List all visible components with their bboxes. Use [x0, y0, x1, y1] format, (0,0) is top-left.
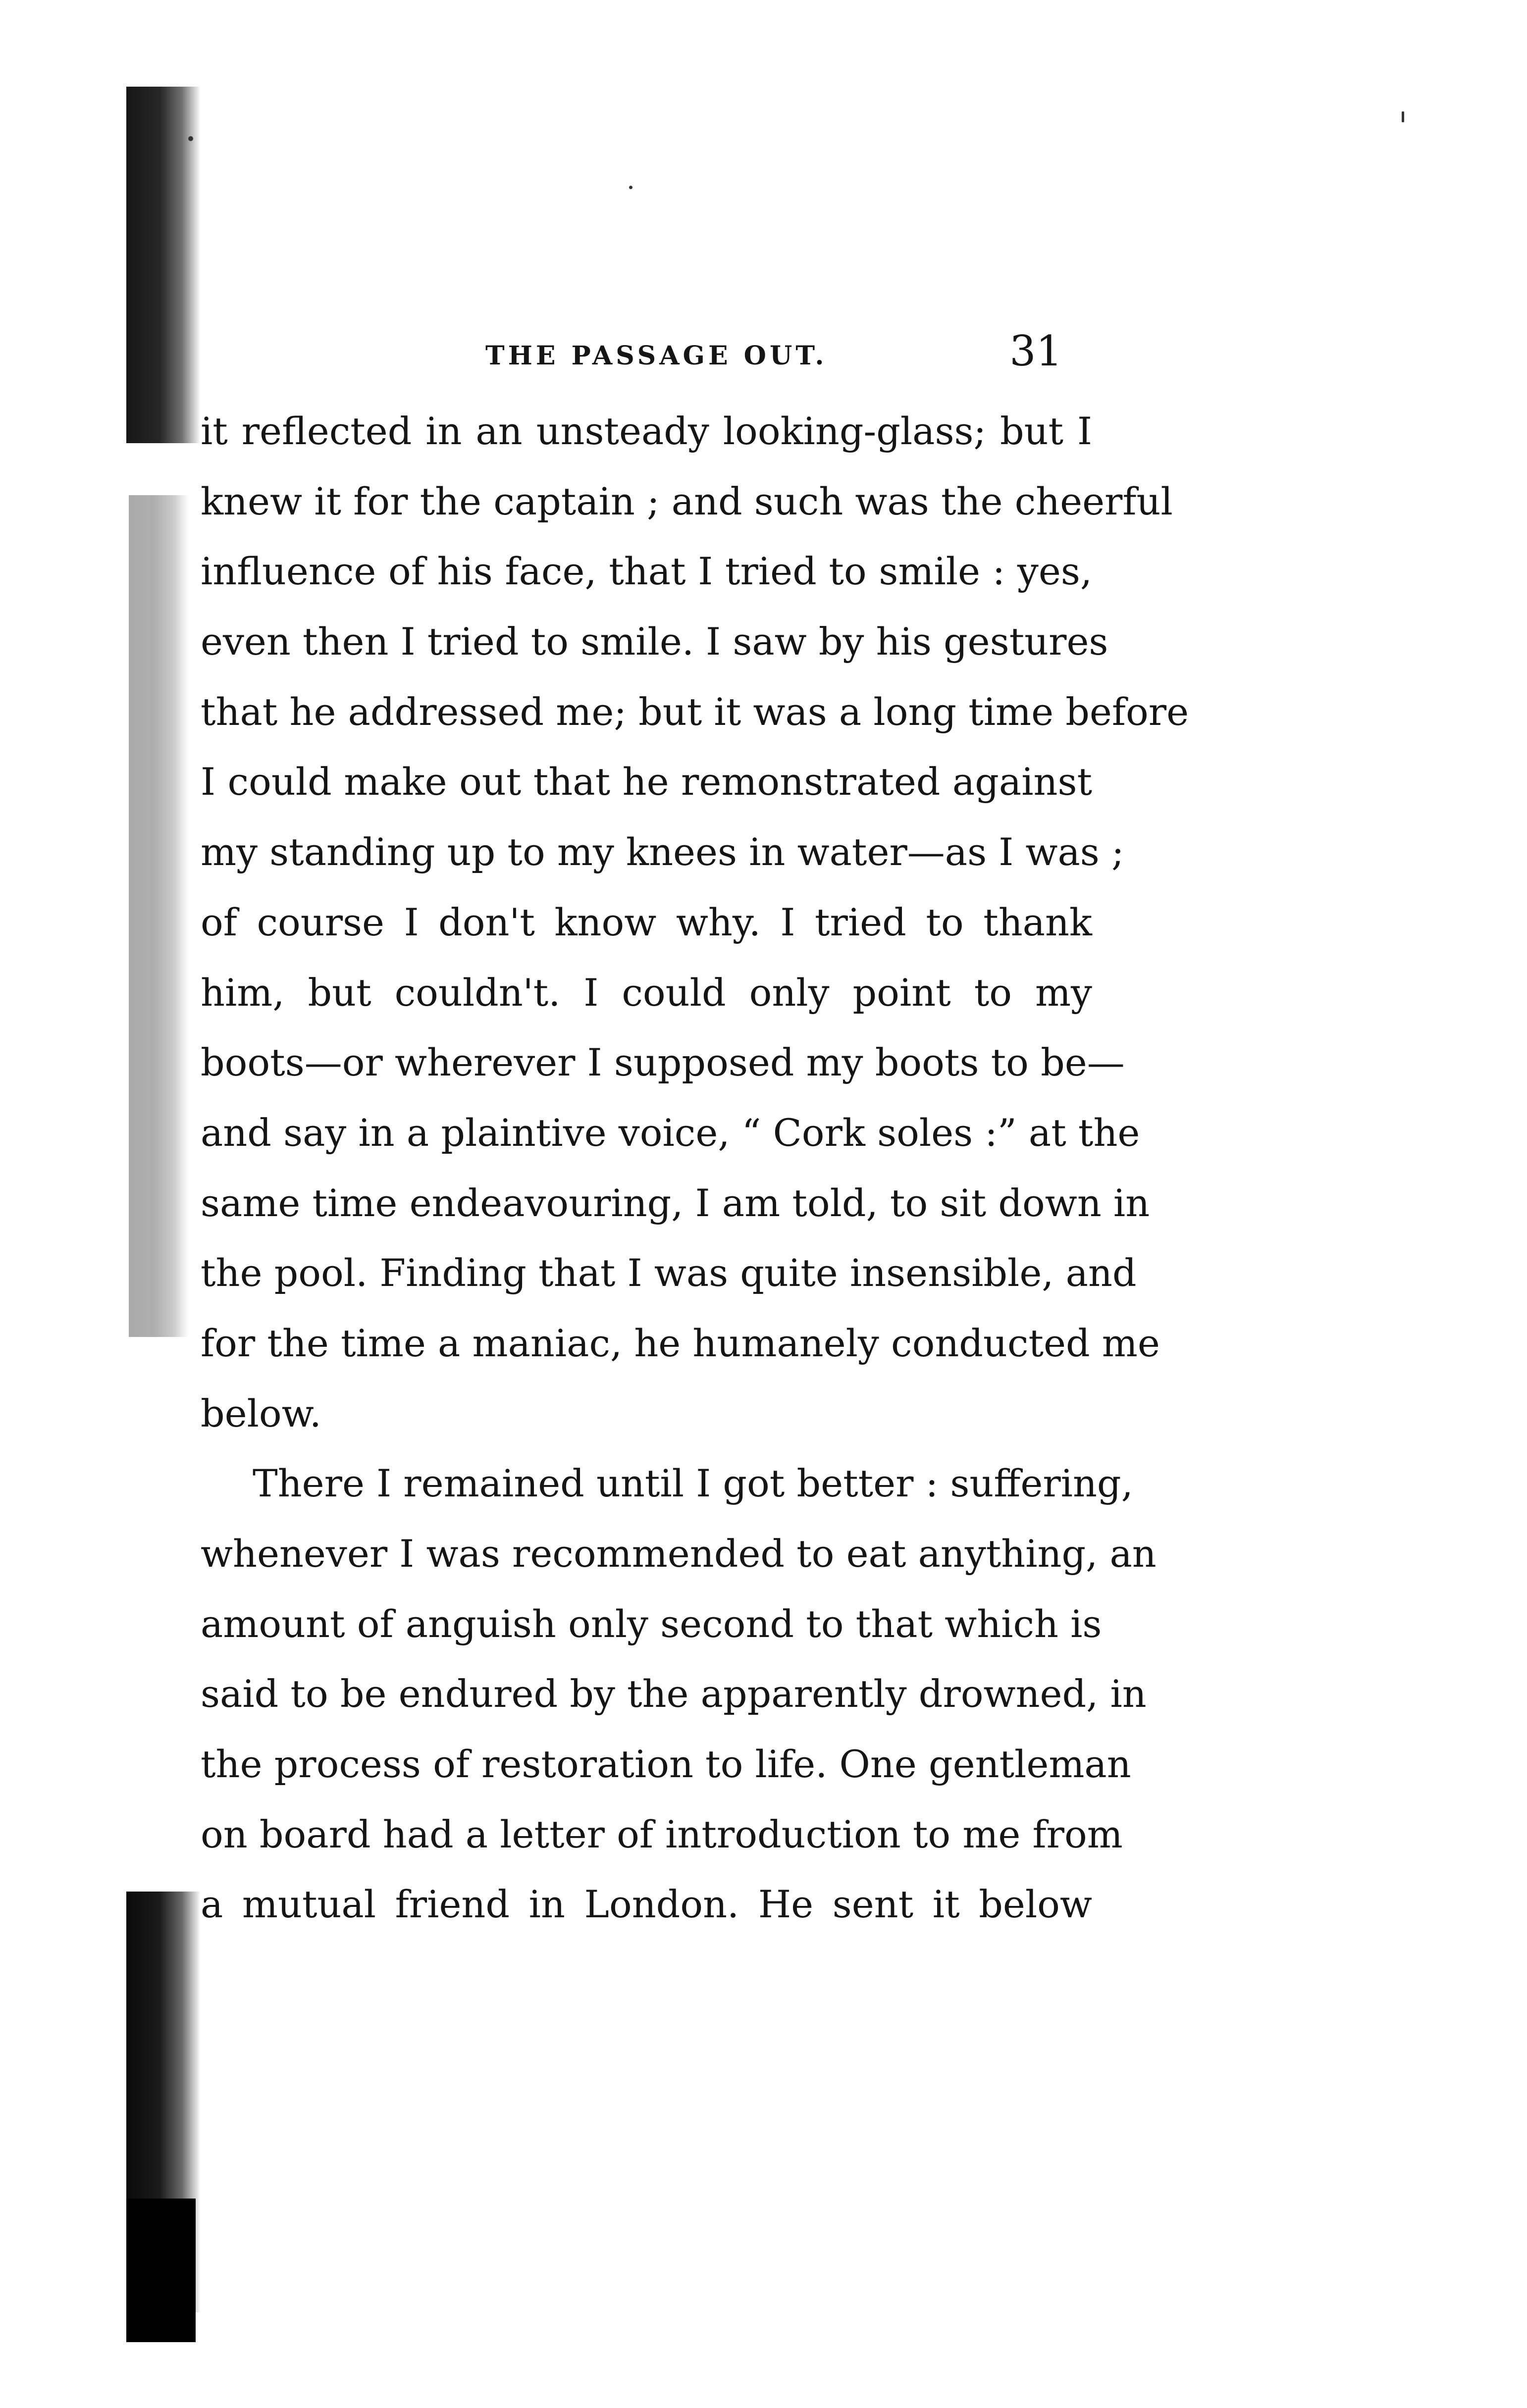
text-line: I could make out that he remonstrated against: [201, 760, 1092, 804]
text-line: said to be endured by the apparently drowned, in: [201, 1672, 1147, 1716]
text-line: that he addressed me; but it was a long time before: [201, 689, 1189, 734]
running-title: THE PASSAGE OUT.: [485, 341, 828, 371]
text-line: it reflected in an unsteady looking-glass; but I: [201, 409, 1092, 453]
scan-speck: [629, 186, 632, 189]
text-line: below.: [201, 1391, 321, 1435]
scan-edge-dark-corner: [126, 2199, 196, 2342]
text-line: of course I don't know why. I tried to thank: [201, 900, 1092, 944]
text-line: him, but couldn't. I could only point to my: [201, 970, 1092, 1015]
text-line: the process of restoration to life. One gentleman: [201, 1742, 1131, 1787]
scan-speck: [1402, 111, 1404, 122]
text-line: There I remained until I got better : suffering,: [253, 1461, 1133, 1506]
text-line: boots—or wherever I supposed my boots to be—: [201, 1040, 1125, 1085]
text-line: even then I tried to smile. I saw by his gestures: [201, 619, 1108, 664]
text-line: my standing up to my knees in water—as I was ;: [201, 830, 1124, 874]
scan-edge-shadow-middle: [129, 495, 188, 1337]
text-line: a mutual friend in London. He sent it below: [201, 1882, 1092, 1927]
text-line: same time endeavouring, I am told, to sit down in: [201, 1180, 1150, 1225]
text-line: influence of his face, that I tried to smile : yes,: [201, 549, 1092, 594]
text-line: whenever I was recommended to eat anything, an: [201, 1532, 1157, 1576]
text-line: knew it for the captain ; and such was the cheerful: [201, 479, 1173, 523]
running-header: [201, 327, 1092, 381]
text-line: on board had a letter of introduction to me from: [201, 1812, 1123, 1856]
text-line: for the time a maniac, he humanely conducted me: [201, 1321, 1160, 1365]
paragraph: [201, 396, 1189, 1448]
text-line: amount of anguish only second to that which is: [201, 1601, 1102, 1646]
text-line: and say in a plaintive voice, “ Cork soles :” at the: [201, 1110, 1140, 1155]
body-text: [201, 396, 1189, 1940]
paragraph: [201, 1448, 1157, 1940]
text-line: the pool. Finding that I was quite insensible, and: [201, 1251, 1137, 1295]
scan-speck: [188, 136, 193, 141]
page-number: 31: [1009, 327, 1062, 375]
